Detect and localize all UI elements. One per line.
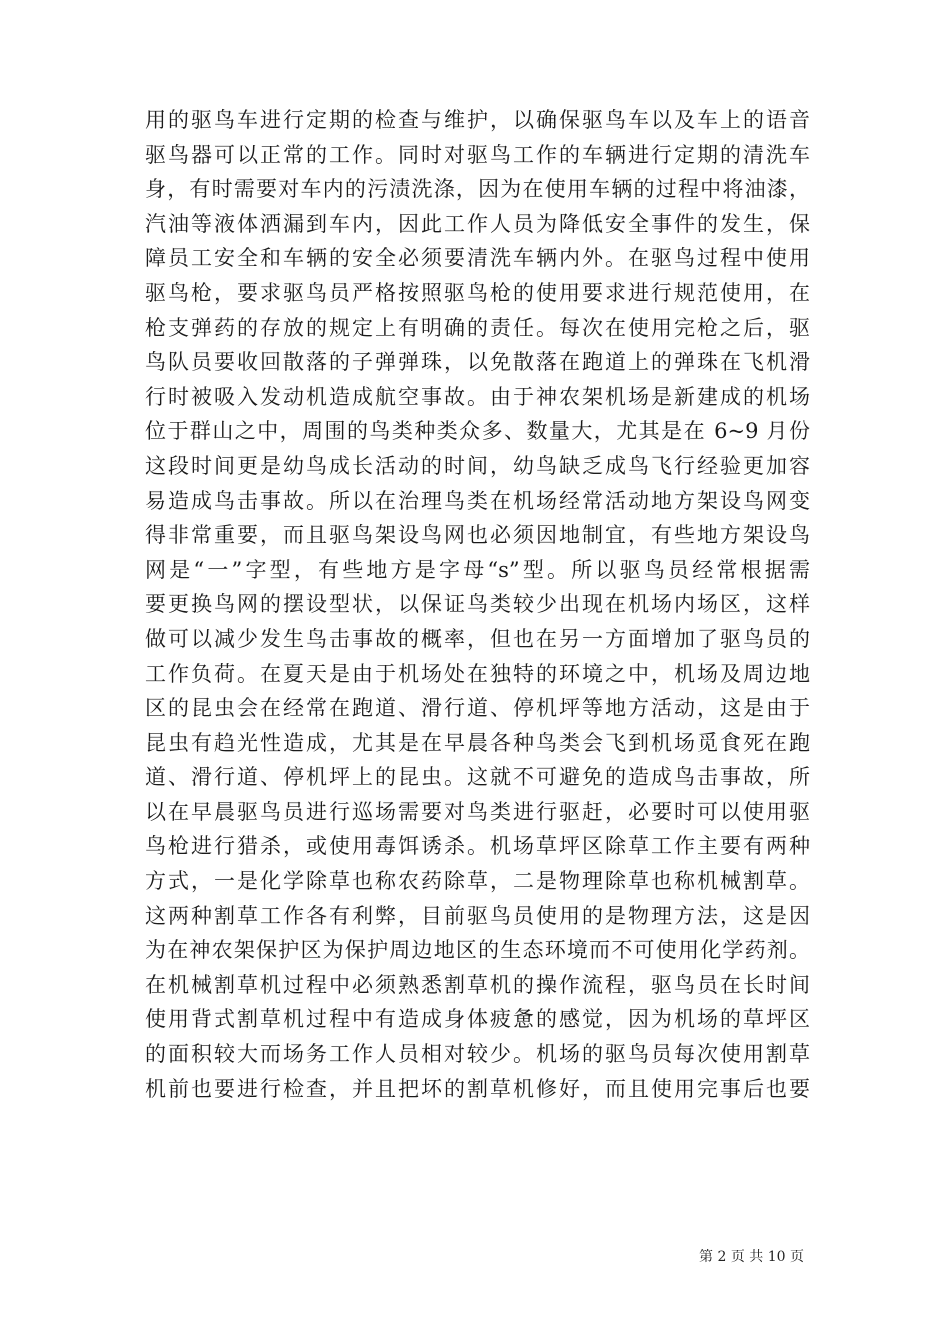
text-line: 汽油等液体洒漏到车内，因此工作人员为降低安全事件的发生，保 [145,211,810,236]
text-line: 行时被吸入发动机造成航空事故。由于神农架机场是新建成的机场 [145,384,810,409]
text-line: 机前也要进行检查，并且把坏的割草机修好，而且使用完事后也要 [145,1076,810,1101]
text-line: 要更换鸟网的摆设型状，以保证鸟类较少出现在机场内场区，这样 [145,592,810,617]
text-line: 枪支弹药的存放的规定上有明确的责任。每次在使用完枪之后，驱 [145,315,810,340]
body-text [145,103,810,1106]
text-line: 方式，一是化学除草也称农药除草，二是物理除草也称机械割草。 [145,869,810,894]
text-line: 以在早晨驱鸟员进行巡场需要对鸟类进行驱赶，必要时可以使用驱 [145,799,810,824]
text-line: 区的昆虫会在经常在跑道、滑行道、停机坪等地方活动，这是由于 [145,696,810,721]
text-line: 这段时间更是幼鸟成长活动的时间，幼鸟缺乏成鸟飞行经验更加容 [145,453,810,478]
text-line: 为在神农架保护区为保护周边地区的生态环境而不可使用化学药剂。 [145,938,810,963]
text-line: 这两种割草工作各有利弊，目前驱鸟员使用的是物理方法，这是因 [145,903,810,928]
text-line: 得非常重要，而且驱鸟架设鸟网也必须因地制宜，有些地方架设鸟 [145,523,810,548]
text-line: 身，有时需要对车内的污渍洗涤，因为在使用车辆的过程中将油漆， [145,177,810,202]
text-line: 的面积较大而场务工作人员相对较少。机场的驱鸟员每次使用割草 [145,1042,810,1067]
page-number: 第 2 页 共 10 页 [699,1249,804,1265]
text-line: 鸟枪进行猎杀，或使用毒饵诱杀。机场草坪区除草工作主要有两种 [145,834,810,859]
text-line: 用的驱鸟车进行定期的检查与维护，以确保驱鸟车以及车上的语音 [145,108,810,132]
text-line: 在机械割草机过程中必须熟悉割草机的操作流程，驱鸟员在长时间 [145,972,810,997]
text-line: 鸟队员要收回散落的子弹弹珠，以免散落在跑道上的弹珠在飞机滑 [145,350,810,375]
text-line: 道、滑行道、停机坪上的昆虫。这就不可避免的造成鸟击事故，所 [145,765,810,790]
text-line: 驱鸟器可以正常的工作。同时对驱鸟工作的车辆进行定期的清洗车 [145,142,810,167]
text-line: 位于群山之中，周围的鸟类种类众多、数量大，尤其是在 6~9 月份 [145,419,810,444]
text-line: 驱鸟枪，要求驱鸟员严格按照驱鸟枪的使用要求进行规范使用，在 [145,280,810,305]
text-line: 网是“一”字型，有些地方是字母“s”型。所以驱鸟员经常根据需 [145,557,810,582]
text-line: 做可以减少发生鸟击事故的概率，但也在另一方面增加了驱鸟员的 [145,626,810,651]
text-line: 昆虫有趋光性造成，尤其是在早晨各种鸟类会飞到机场觅食死在跑 [145,730,810,755]
text-line: 易造成鸟击事故。所以在治理鸟类在机场经常活动地方架设鸟网变 [145,488,810,513]
text-line: 障员工安全和车辆的安全必须要清洗车辆内外。在驱鸟过程中使用 [145,246,810,271]
text-line: 工作负荷。在夏天是由于机场处在独特的环境之中，机场及周边地 [145,661,810,686]
text-line: 使用背式割草机过程中有造成身体疲惫的感觉，因为机场的草坪区 [145,1007,810,1032]
